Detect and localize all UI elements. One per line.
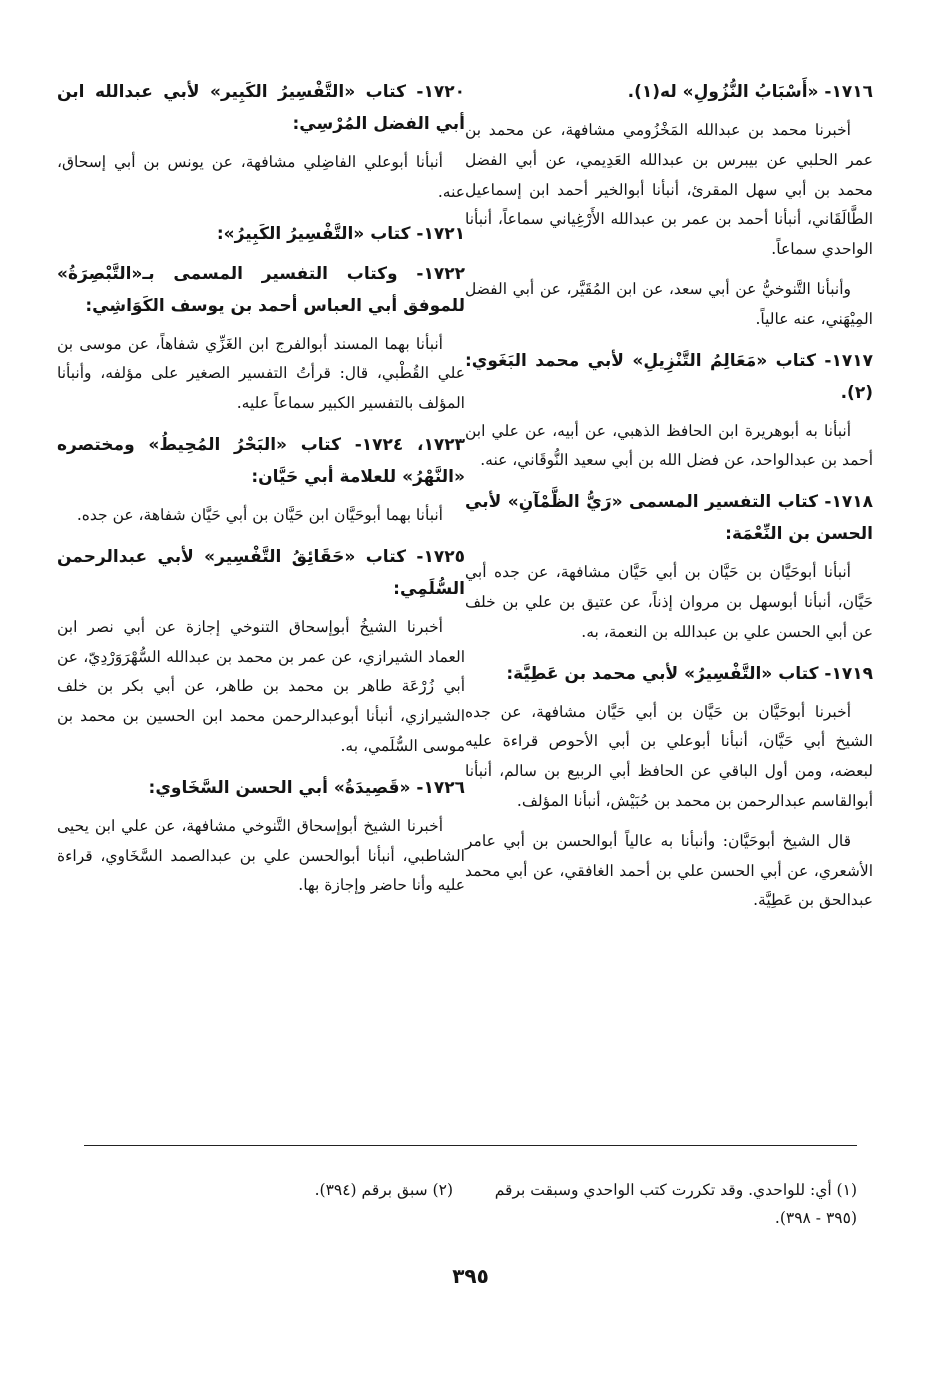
page-number: ٣٩٥ [452,1264,489,1288]
entry-heading: ١٧٢٢- وكتاب التفسير المسمى بـ«التَّبْصِرَةُ» للموفق أبي العباس أحمد بن يوسف الكَوَاشِي: [57,263,465,316]
entry-heading: ١٧١٦- «أَسْبَابُ النُّزُولِ» له(١). [627,82,873,102]
footnote-divider [84,1145,857,1146]
body-paragraph: وأنبأنا التَّنوخيُّ عن أبي سعد، عن ابن المُقَيَّر، عن أبي الفضل المِيْهَني، عنه عالياً. [465,279,873,328]
left-column [57,76,465,911]
body-paragraph: أنبأنا أبوحَيَّان بن حَيَّان بن أبي حَيَّان مشافهة، عن جده أبي حَيَّان، أنبأنا أبوسهل بن مروان إذناً، عن عتيق بن علي بن خلف عن أبي الحسن علي بن عبدالله بن النعمة، به. [465,563,873,641]
body-paragraph: أنبأنا بهما أبوحَيَّان ابن حَيَّان بن أبي حَيَّان شفاهة، عن جده. [76,505,443,524]
entry-heading: ١٧١٨- كتاب التفسير المسمى «رَيُّ الظَّمْآنِ» لأبي الحسن بن النِّعْمَة: [465,492,873,545]
entry-heading: ١٧٢٥- كتاب «حَقَائِقُ التَّفْسِير» لأبي عبدالرحمن السُّلَمِي: [57,546,465,599]
body-paragraph: أنبأنا أبوعلي الفاضِلي مشافهة، عن يونس بن أبي إسحاق، عنه. [57,153,465,201]
body-paragraph: قال الشيخ أبوحَيَّان: وأنبأنا به عالياً أبوالحسن بن أبي عامر الأشعري، عن أبي الحسن علي بن أحمد الغافقي، عن أبي محمد عبدالحق بن عَطِيَّة. [465,831,873,910]
entry-heading: ١٧١٩- كتاب «التَّفْسِيرُ» لأبي محمد بن عَطِيَّة: [506,663,873,684]
body-paragraph: أخبرنا محمد بن عبدالله المَخْزُومي مشافهة، عن محمد بن عمر الحلبي عن بيبرس بن عبدالله العَدِيمي، عن أبي الفضل محمد بن أبي سهل المقرئ، أنبأنا أبوالخير أحمد ابن إسماعيل الطَّالَقَاني، أنبأنا أحمد بن عمر بن عبدالله الأَرْغِياني سماعاً، أنبأنا الواحدي سماعاً. [465,121,873,259]
entry-heading: ١٧٢٠- كتاب «التَّفْسِيرُ الكَبِير» لأبي عبدالله ابن أبي الفضل المُرْسِي: [57,82,465,134]
body-paragraph: أخبرنا الشيخُ أبوإسحاق التنوخي إجازة عن أبي نصر ابن العماد الشيرازي، عن عمر بن محمد بن عبدالله السُّهْرَوَرْدِيّ، عن أبي زُرْعَة طاهر بن محمد بن طاهر، عن أبي بكر بن خلف الشيرازي، أنبأنا أبوعبدالرحمن محمد ابن الحسين بن محمد بن موسى السُّلَمي، به. [57,617,465,755]
entry-heading: ١٧٢١- كتاب «التَّفْسِيرُ الكَبِيرُ»: [216,223,465,244]
body-paragraph: أنبأنا به أبوهريرة ابن الحافظ الذهبي، عن أبيه، عن علي ابن أحمد بن عبدالواحد، عن فضل الله بن أبي سعيد النُّوقَاني، عنه. [465,421,873,470]
entry-heading: ١٧٢٣، ١٧٢٤- كتاب «البَحْرُ المُحِيطُ» ومختصره «النَّهْرُ» للعلامة أبي حَيَّان: [57,434,465,487]
footnote-2: (٢) سبق برقم (٣٩٤). [314,1181,453,1199]
body-paragraph: أنبأنا بهما المسند أبوالفرج ابن الغَزِّي شفاهاً، عن موسى بن علي القُطْبي، قال: قرأتُ التفسير الصغير على مؤلفه، وأنبأنا المؤلف بالتفسير الكبير سماعاً عليه. [57,334,465,413]
body-paragraph: أخبرنا أبوحَيَّان بن حَيَّان بن أبي حَيَّان مشافهة، عن جده الشيخ أبي حَيَّان، أنبأنا أبوعلي بن أبي الأحوص قراءة عليه لبعضه، ومن أول الباقي عن الحافظ أبي الربيع بن سالم، أنبأنا أبوالقاسم عبدالرحمن بن محمد بن حُبَيْش، أنبأنا المؤلف. [465,702,873,810]
entry-heading: ١٧١٧- كتاب «مَعَالِمُ التَّنْزِيلِ» لأبي محمد البَغَوي:(٢). [465,350,873,403]
body-paragraph: أخبرنا الشيخ أبوإسحاق التَّنوخي مشافهة، عن علي ابن يحيى الشاطبي، أنبأنا أبوالحسن علي بن عبدالصمد السَّخَاوي، قراءة عليه وأنا حاضر وإجازة بها. [57,816,465,895]
footnote-1: (١) أي: للواحدي. وقد تكررت كتب الواحدي وسبقت برقم (٣٩٥ - ٣٩٨). [494,1181,857,1227]
entry-heading: ١٧٢٦- «قَصِيدَةُ» أبي الحسن السَّخَاوي: [148,777,465,798]
right-column [465,76,873,926]
